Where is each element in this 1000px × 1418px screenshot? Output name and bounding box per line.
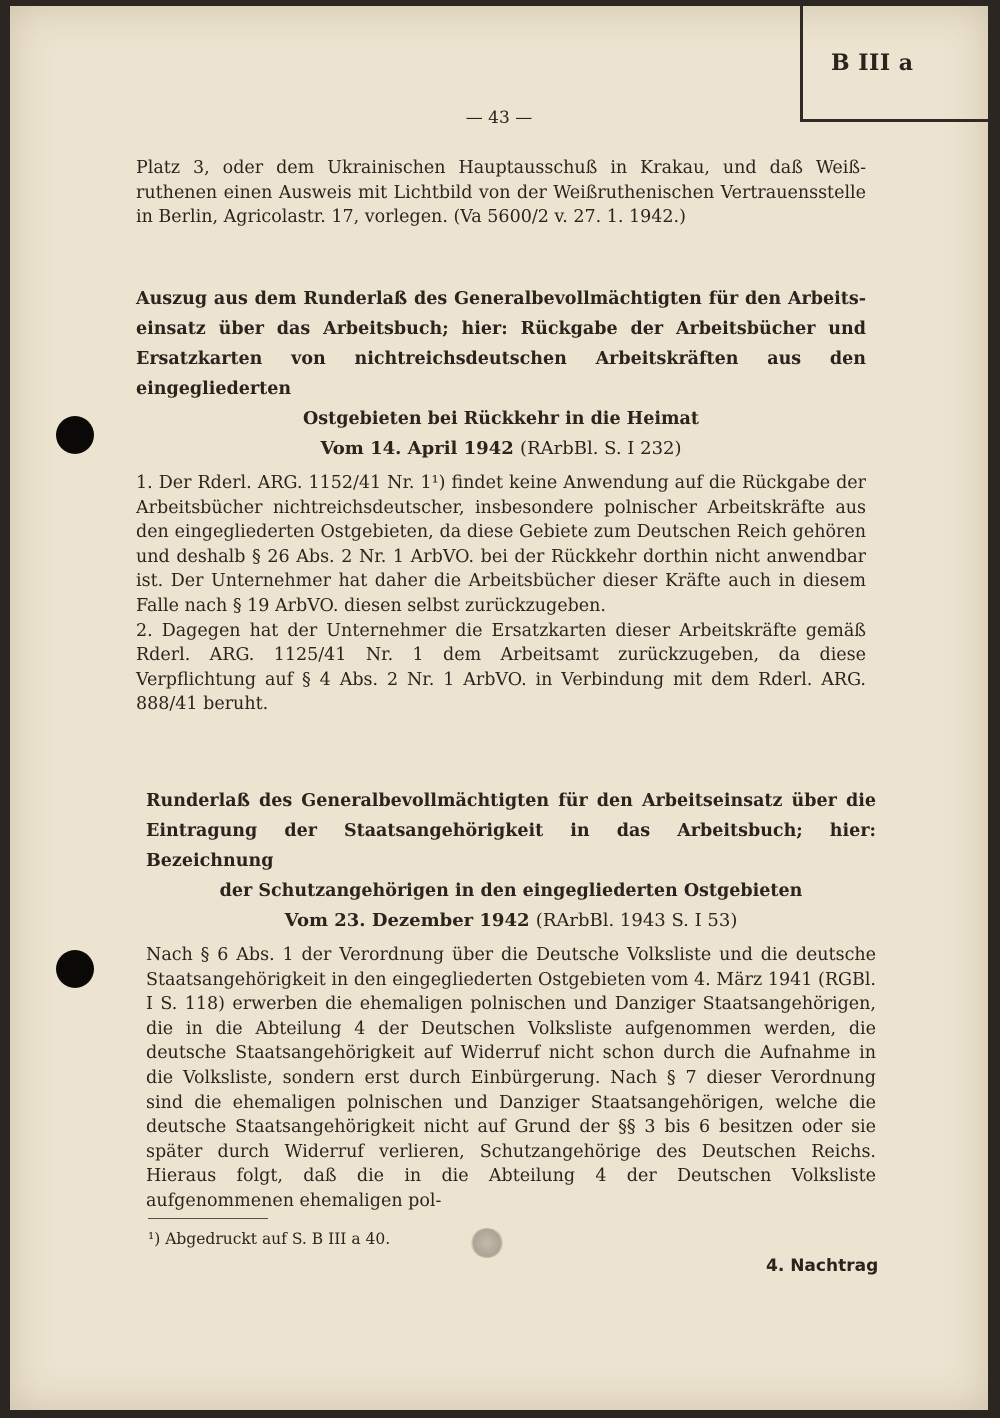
section-tab-label: B III a	[831, 50, 914, 76]
section-1-date: Vom 14. April 1942	[320, 438, 514, 459]
punch-hole-bottom	[56, 950, 94, 988]
section-1-reference: (RArbBl. S. I 232)	[520, 438, 682, 459]
section-2-heading-last-line: der Schutzangehörigen in den eingegliederten Ostgebieten	[219, 881, 803, 901]
section-2-date-line	[146, 910, 876, 931]
section-1-paragraph-2: 2. Dagegen hat der Unternehmer die Ersatzkarten dieser Arbeitskräfte gemäß Rderl. ARG. 1125/41 Nr. 1 dem Arbeitsamt zurückzugeben, da diese Verpflichtung auf § 4 Abs. 2 Nr. 1 ArbVO. in Verbindung mit dem Rderl. ARG. 888/41 beruht.	[136, 620, 866, 715]
section-1-date-line	[136, 438, 866, 459]
supplement-label: 4. Nachtrag	[766, 1256, 879, 1276]
footnote-rule	[148, 1218, 268, 1219]
section-1-heading	[136, 284, 866, 434]
section-2-heading-text: Runderlaß des Generalbevollmächtigten für den Arbeitseinsatz über die Eintragung der Staatsangehörigkeit in das Arbeitsbuch; hier: Bezeichnung	[146, 791, 876, 871]
section-2-heading	[146, 786, 876, 906]
section-2-paragraph: Nach § 6 Abs. 1 der Verordnung über die Deutsche Volksliste und die deutsche Staatsangehörigkeit in den eingegliederten Ostgebieten vom 4. März 1941 (RGBl. I S. 118) erwerben die ehemaligen polnischen und Danziger Staatsangehörigen, die in die Abteilung 4 der Deutschen Volksliste aufgenommen werden, die deutsche Staatsangehörigkeit auf Widerruf nicht schon durch die Aufnahme in die Volksliste, sondern erst durch Einbürgerung. Nach § 7 dieser Verordnung sind die ehemaligen polnischen und Danziger Staatsangehörigen, welche die deutsche Staatsangehörigkeit nicht auf Grund der §§ 3 bis 6 besitzen oder sie später durch Widerruf verlieren, Schutzangehörige des Deutschen Reichs. Hieraus folgt, daß die in die Abteilung 4 der Deutschen Volksliste aufgenommenen ehemaligen pol-	[146, 945, 876, 1211]
section-2-date: Vom 23. Dezember 1942	[284, 910, 530, 931]
stamp-mark	[470, 1228, 504, 1258]
footnote: ¹) Abgedruckt auf S. B III a 40.	[148, 1230, 391, 1248]
section-1-paragraph-1: 1. Der Rderl. ARG. 1152/41 Nr. 1¹) findet keine Anwendung auf die Rückgabe der Arbeitsbücher nichtreichsdeutscher, insbesondere polnischer Arbeitskräfte aus den eingegliederten Ostgebieten, da diese Gebiete zum Deutschen Reich gehören und deshalb § 26 Abs. 2 Nr. 1 ArbVO. bei der Rückkehr dorthin nicht anwendbar ist. Der Unternehmer hat daher die Arbeitsbücher dieser Kräfte auch in diesem Falle nach § 19 ArbVO. diesen selbst zurückzugeben.	[136, 473, 866, 616]
intro-block	[136, 156, 866, 230]
section-1-heading-text: Auszug aus dem Runderlaß des Generalbevollmächtigten für den Arbeitseinsatz über das Arbeitsbuch; hier: Rückgabe der Arbeitsbücher und Ersatzkarten von nichtreichsdeutschen Arbeitskräften aus den eingegliederten	[136, 289, 866, 399]
section-2	[146, 786, 876, 1214]
document-page	[10, 6, 988, 1410]
section-tab	[800, 6, 988, 122]
section-1-heading-last-line: Ostgebieten bei Rückkehr in die Heimat	[303, 409, 699, 429]
section-2-reference: (RArbBl. 1943 S. I 53)	[535, 910, 738, 931]
intro-paragraph: Platz 3, oder dem Ukrainischen Hauptausschuß in Krakau, und daß Weißruthenen einen Ausweis mit Lichtbild von der Weißruthenischen Vertrauensstelle in Berlin, Agricolastr. 17, vorlegen. (Va 5600/2 v. 27. 1. 1942.)	[136, 158, 866, 228]
punch-hole-top	[56, 416, 94, 454]
section-1	[136, 284, 866, 717]
page-number: — 43 —	[465, 108, 533, 128]
